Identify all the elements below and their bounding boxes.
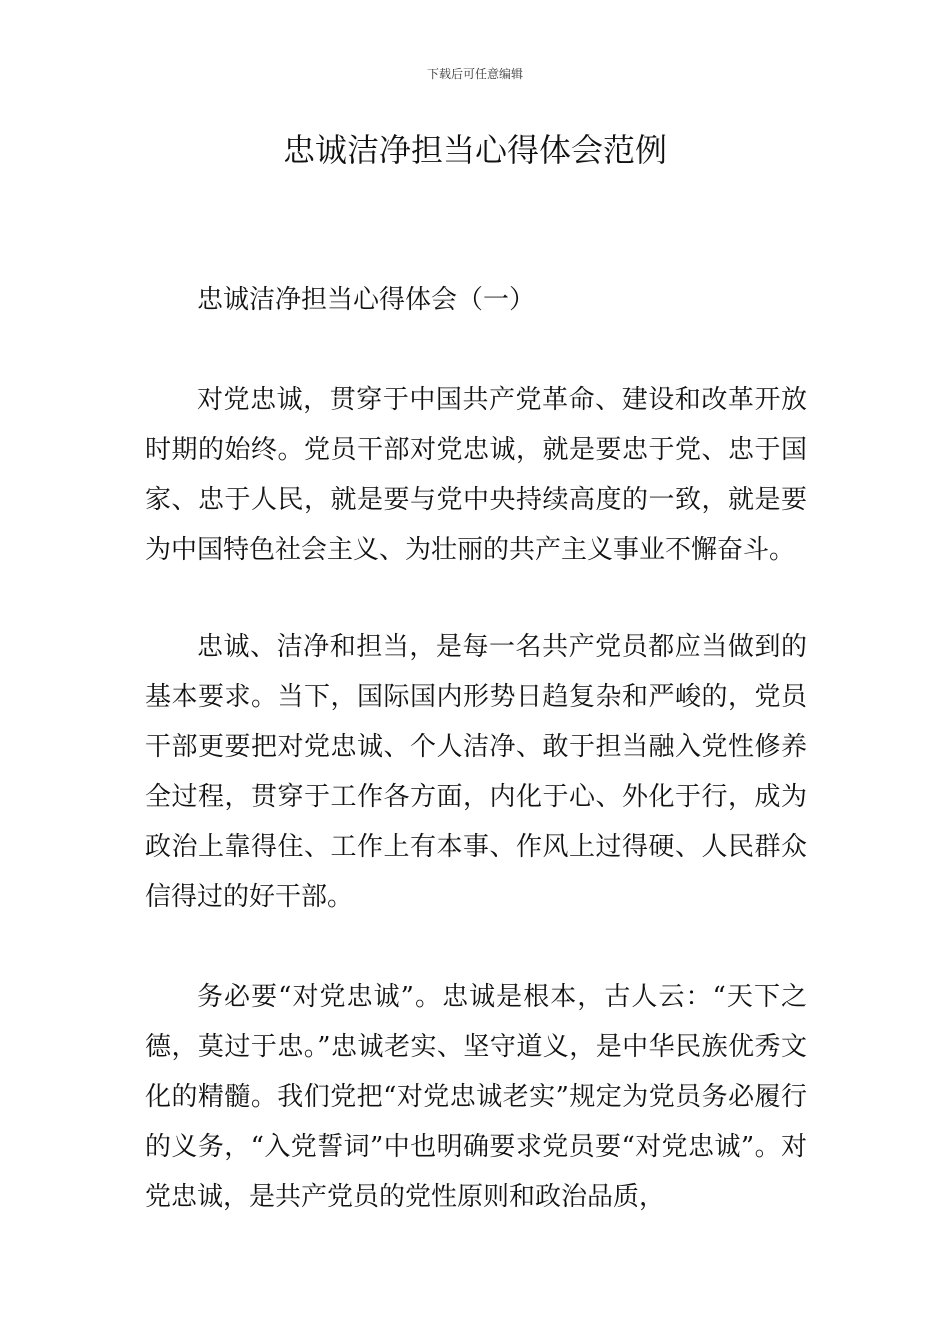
paragraph-3: 务必要“对党忠诚”。忠诚是根本，古人云：“天下之德，莫过于忠。”忠诚老实、坚守道义，是中华民族优秀文化的精髓。我们党把“对党忠诚老实”规定为党员务必履行的义务，“入党誓词”中也明确要求党员要“对党忠诚”。对党忠诚，是共产党员的党性原则和政治品质， [145, 982, 807, 1212]
header-note: 下载后可任意编辑 [426, 67, 523, 81]
document-title: 忠诚洁净担当心得体会范例 [282, 131, 667, 169]
paragraph-2: 忠诚、洁净和担当，是每一名共产党员都应当做到的基本要求。当下，国际国内形势日趋复杂和严峻的，党员干部更要把对党忠诚、个人洁净、敢于担当融入党性修养全过程，贯穿于工作各方面，内化于心、外化于行，成为政治上靠得住、工作上有本事、作风上过得硬、人民群众信得过的好干部。 [145, 632, 807, 912]
section-heading: 忠诚洁净担当心得体会（一） [197, 285, 536, 315]
paragraph-1: 对党忠诚，贯穿于中国共产党革命、建设和改革开放时期的始终。党员干部对党忠诚，就是要忠于党、忠于国家、忠于人民，就是要与党中央持续高度的一致，就是要为中国特色社会主义、为壮丽的共产主义事业不懈奋斗。 [145, 385, 807, 565]
